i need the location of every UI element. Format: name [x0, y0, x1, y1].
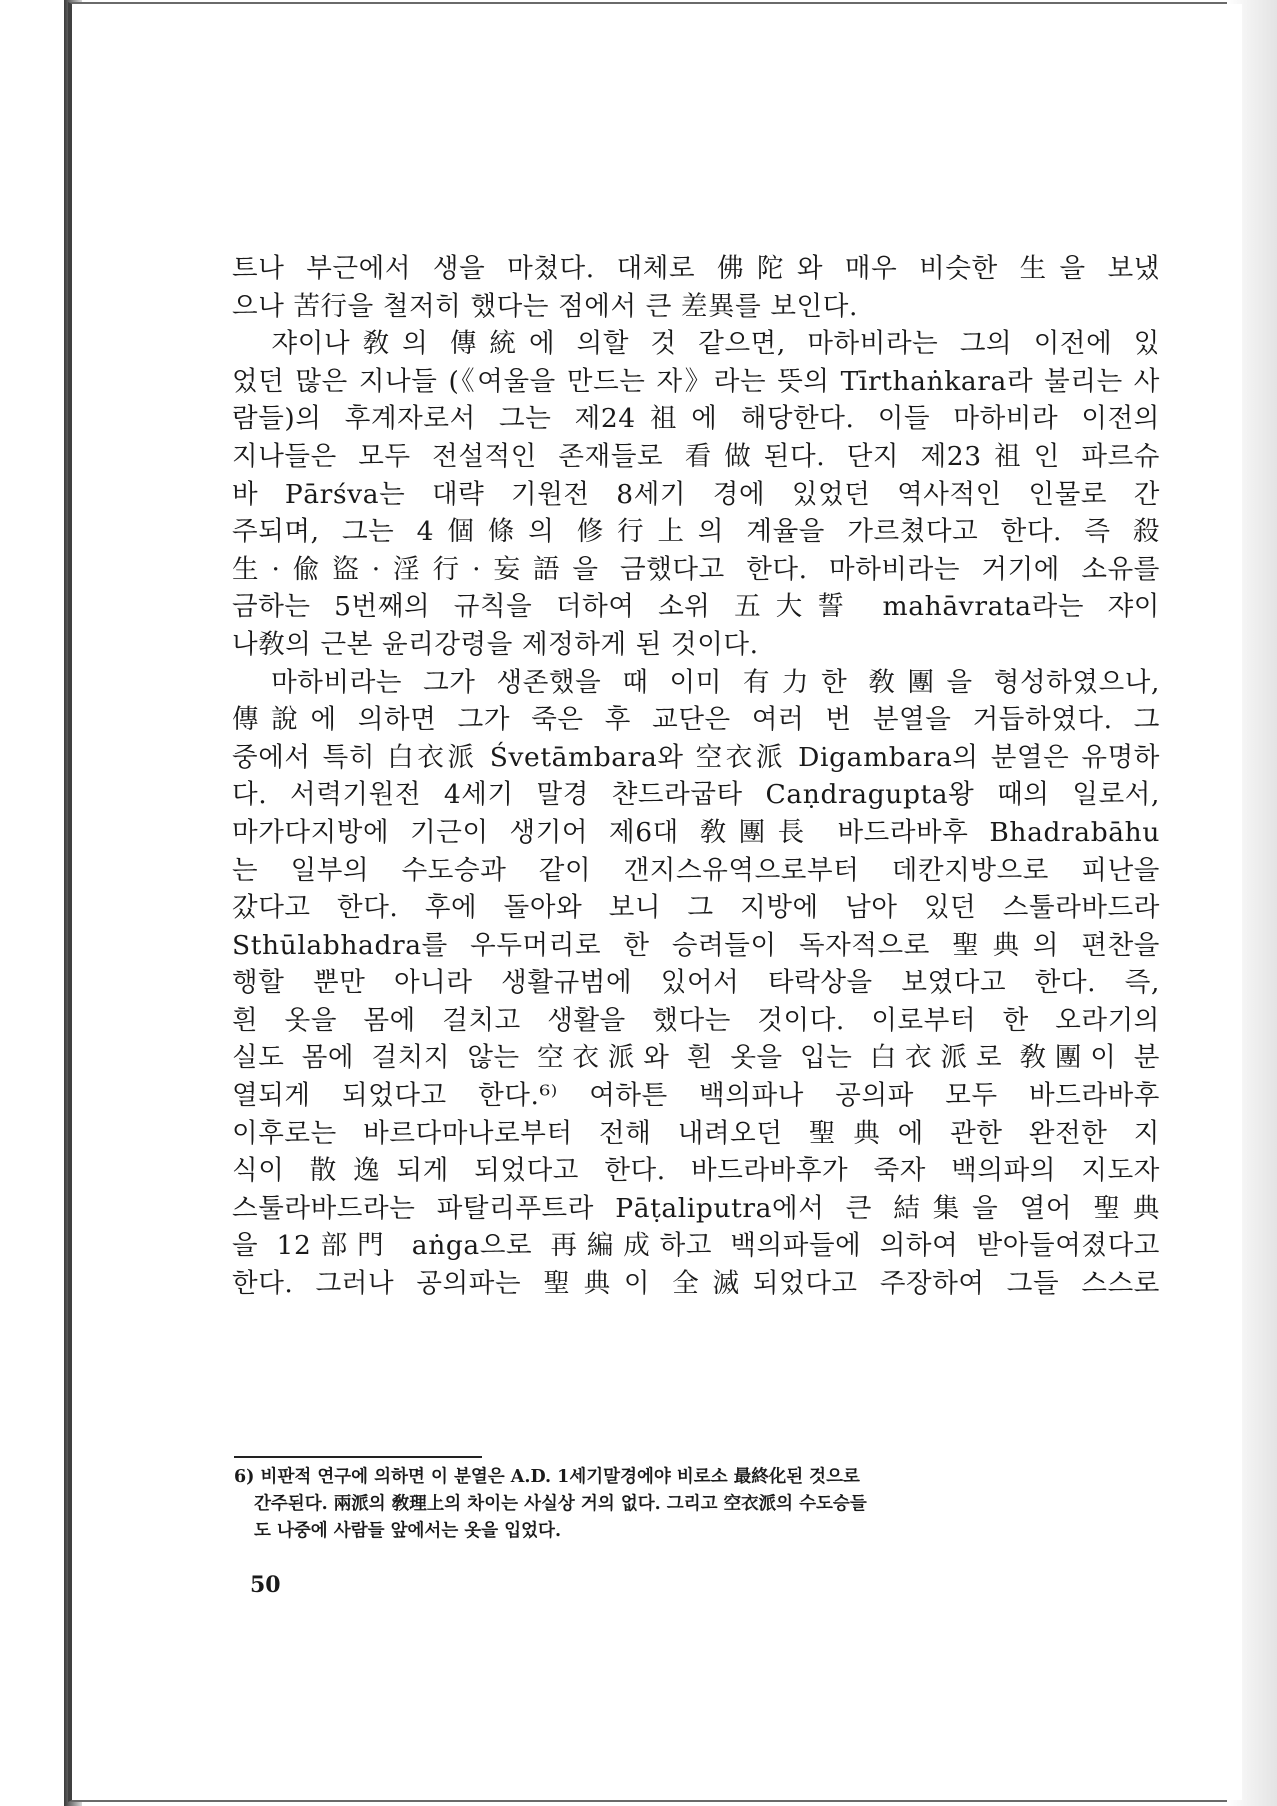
footnote-block [234, 1464, 1162, 1545]
body-line: 나敎의 근본 윤리강령을 제정하게 된 것이다. [232, 628, 759, 660]
body-text [232, 250, 1160, 1303]
body-line: 식이 散逸되게 되었다고 한다. 바드라바후가 죽자 백의파의 지도자 [232, 1155, 1160, 1187]
body-line: 트나 부근에서 생을 마쳤다. 대체로 佛陀와 매우 비슷한 生을 보냈 [232, 253, 1160, 284]
body-line: 열되게 되었다고 한다.⁶⁾ 여하튼 백의파나 공의파 모두 바드라바후 [232, 1080, 1160, 1112]
body-line: 한다. 그러나 공의파는 聖典이 全滅되었다고 주장하여 그들 스스로 [232, 1268, 1160, 1300]
body-line: 는 일부의 수도승과 같이 갠지스유역으로부터 데칸지방으로 피난을 [232, 854, 1160, 886]
body-line: Sthūlabhadra를 우두머리로 한 승려들이 독자적으로 聖典의 편찬을 [232, 929, 1160, 961]
body-line: 중에서 특히 白衣派 Śvetāmbara와 空衣派 Digambara의 분열은 유명하 [232, 741, 1160, 773]
body-line: 었던 많은 지나들 (《여울을 만드는 자》라는 뜻의 Tīrthaṅkara라 불리는 사 [232, 365, 1160, 397]
body-line: 이후로는 바르다마나로부터 전해 내려오던 聖典에 관한 완전한 지 [232, 1117, 1160, 1149]
book-page [82, 4, 1242, 1800]
footnote-line: 도 나중에 사람들 앞에서는 옷을 입었다. [254, 1521, 562, 1541]
body-line: 실도 몸에 걸치지 않는 空衣派와 흰 옷을 입는 白衣派로 敎團이 분 [232, 1042, 1160, 1074]
body-line: 다. 서력기원전 4세기 말경 챤드라굽타 Caṇdragupta왕 때의 일로서, [232, 779, 1160, 811]
body-line: 마가다지방에 기근이 생기어 제6대 敎團長 바드라바후 Bhadrabāhu [232, 816, 1160, 848]
body-line: 生·偸盜·淫行·妄語을 금했다고 한다. 마하비라는 거기에 소유를 [232, 553, 1160, 585]
footnote-line: 6) 비판적 연구에 의하면 이 분열은 A.D. 1세기말경에야 비로소 最終化된 것으로 [234, 1467, 860, 1487]
body-line: 주되며, 그는 4個條의 修行上의 계율을 가르쳤다고 한다. 즉 殺 [232, 516, 1160, 548]
body-line: 흰 옷을 몸에 걸치고 생활을 했다는 것이다. 이로부터 한 오라기의 [232, 1004, 1160, 1036]
body-line: 갔다고 한다. 후에 돌아와 보니 그 지방에 남아 있던 스툴라바드라 [232, 892, 1160, 924]
body-line: 스툴라바드라는 파탈리푸트라 Pāṭaliputra에서 큰 結集을 열어 聖典 [232, 1192, 1160, 1224]
body-line: 행할 뿐만 아니라 생활규범에 있어서 타락상을 보였다고 한다. 즉, [232, 967, 1160, 999]
footnote-line: 간주된다. 兩派의 敎理上의 차이는 사실상 거의 없다. 그리고 空衣派의 수도승들 [254, 1494, 867, 1514]
body-line: 람들)의 후계자로서 그는 제24祖에 해당한다. 이들 마하비라 이전의 [232, 403, 1160, 435]
body-line: 지나들은 모두 전설적인 존재들로 看做된다. 단지 제23祖인 파르슈 [232, 440, 1160, 472]
body-line: 금하는 5번째의 규칙을 더하여 소위 五大誓 mahāvrata라는 쟈이 [232, 591, 1160, 623]
body-line: 傳說에 의하면 그가 죽은 후 교단은 여러 번 분열을 거듭하였다. 그 [232, 704, 1160, 736]
body-line: 을 12部門 aṅga으로 再編成하고 백의파들에 의하여 받아들여졌다고 [232, 1230, 1160, 1262]
body-line: 바 Pārśva는 대략 기원전 8세기 경에 있었던 역사적인 인물로 간 [232, 478, 1160, 510]
body-line: 쟈이나敎의 傳統에 의할 것 같으면, 마하비라는 그의 이전에 있 [232, 328, 1160, 360]
body-line: 마하비라는 그가 생존했을 때 이미 有力한 敎團을 형성하였으나, [232, 666, 1160, 698]
page-number: 50 [250, 1572, 281, 1598]
footnote-separator [234, 1456, 482, 1458]
body-line: 으나 苦行을 철저히 했다는 점에서 큰 差異를 보인다. [232, 290, 858, 322]
